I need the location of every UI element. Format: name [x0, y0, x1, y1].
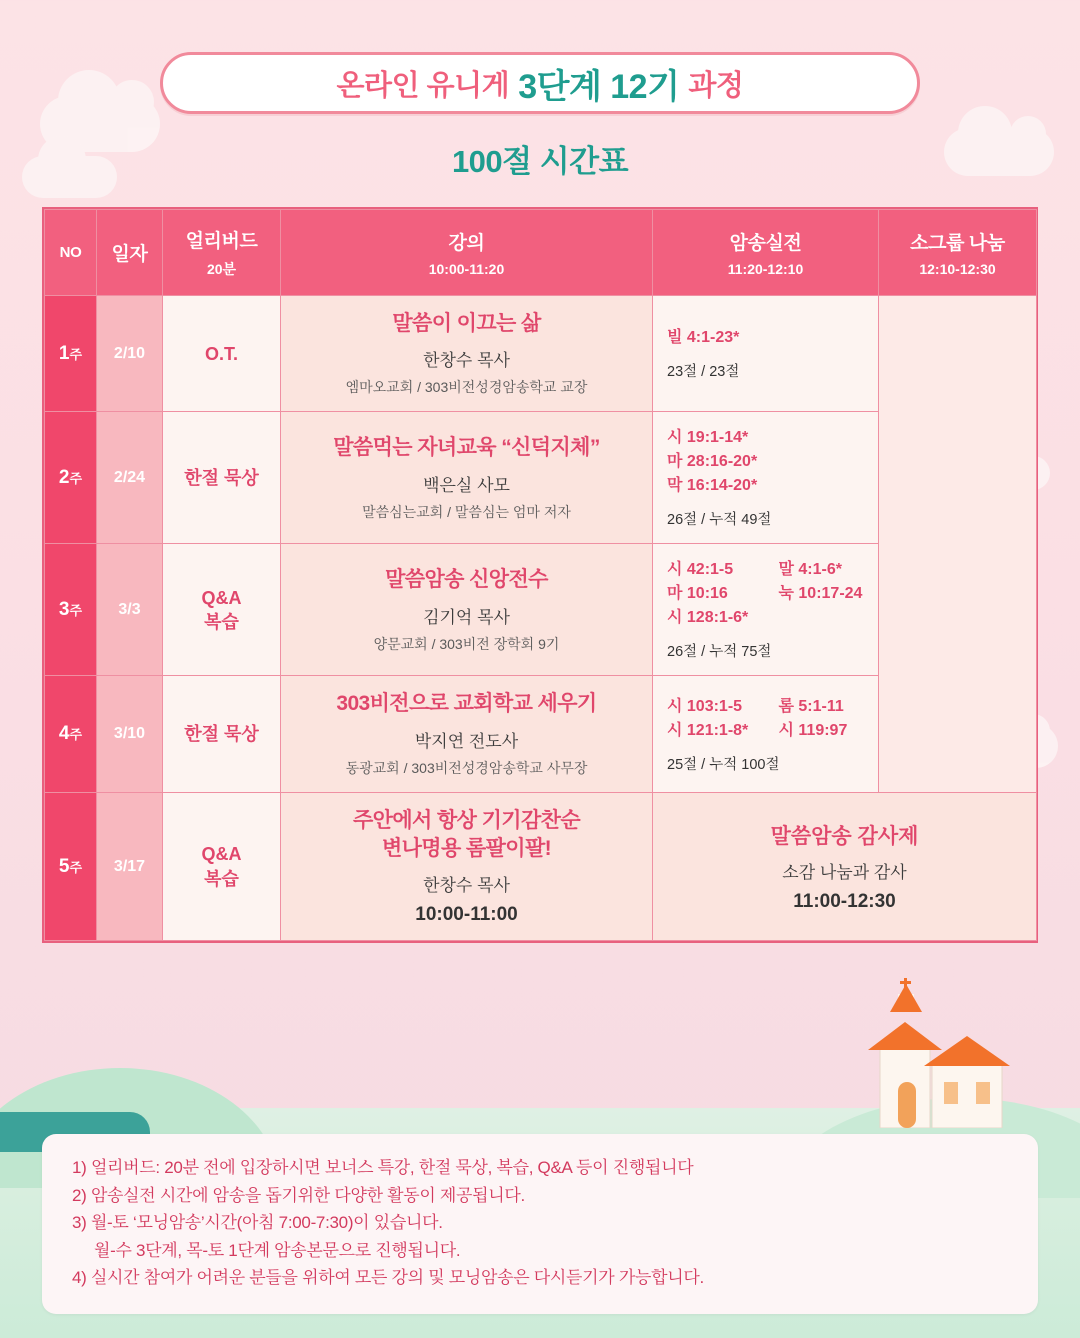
table-body	[45, 296, 1037, 941]
cell-earlybird: Q&A 복습	[163, 544, 281, 676]
lecture-title: 말씀이 이끄는 삶	[392, 312, 541, 335]
cell-lecture	[281, 676, 653, 792]
practice-passage: 시 103:1-5	[667, 697, 743, 715]
practice-passage: 마 28:16-20*	[667, 453, 758, 471]
lecture-speaker: 박지연 전도사	[414, 731, 519, 751]
schedule-table	[44, 209, 1037, 941]
practice-total: 23절 / 23절	[667, 364, 740, 381]
practice-total: 26절 / 누적 75절	[667, 644, 772, 661]
lecture-title: 말씀암송 신앙전수	[385, 568, 548, 592]
banner-suffix: 과정	[688, 69, 744, 102]
practice-passage: 시 19:1-14*	[667, 429, 749, 447]
cell-date: 3/10	[97, 676, 163, 792]
practice-passage: 시 128:1-6*	[667, 609, 749, 627]
column-header-date: 일자	[97, 210, 163, 296]
practice-passage: 시 121:1-8*	[667, 721, 749, 739]
practice-passage: 마 10:16	[667, 585, 728, 603]
lecture-title: 주안에서 항상 기기감찬순 변나명용 롬팔이팔!	[352, 808, 580, 861]
lecture-title: 말씀먹는 자녀교육 “신덕지체”	[333, 436, 600, 460]
practice-passage: 막 16:14-20*	[667, 477, 758, 495]
celebration-time: 11:00-12:30	[793, 891, 896, 913]
column-header-earlybird: 얼리버드 20분	[163, 210, 281, 296]
lecture-speaker: 한창수 목사	[423, 351, 510, 371]
practice-total: 25절 / 누적 100절	[667, 756, 780, 773]
cell-week-no: 3주	[45, 544, 97, 676]
practice-passage: 눅 10:17-24	[778, 585, 863, 603]
practice-passage: 롬 5:1-11	[778, 697, 844, 715]
cell-practice	[653, 544, 879, 676]
column-header-lecture: 강의 10:00-11:20	[281, 210, 653, 296]
note-line: 월-수 3단계, 목-토 1단계 암송본문으로 진행됩니다.	[94, 1240, 461, 1260]
banner-prefix: 온라인 유니게	[336, 69, 510, 102]
cell-lecture	[281, 412, 653, 544]
practice-passage: 빌 4:1-23*	[667, 329, 740, 347]
cell-week-no: 1주	[45, 296, 97, 412]
page-subtitle: 100절 시간표	[451, 144, 629, 179]
lecture-title: 303비전으로 교회학교 세우기	[336, 692, 597, 716]
table-row	[45, 296, 1037, 412]
practice-passage: 말 4:1-6*	[778, 561, 842, 579]
church-illustration	[820, 978, 1020, 1128]
celebration-title: 말씀암송 감사제	[770, 825, 919, 849]
cell-date: 2/24	[97, 412, 163, 544]
column-header-smallgroup: 소그룹 나눔 12:10-12:30	[879, 210, 1037, 296]
cloud-icon	[944, 128, 1054, 176]
notes-list	[72, 1154, 1012, 1292]
cloud-icon	[22, 156, 117, 198]
table-header-row	[45, 210, 1037, 296]
notes-panel	[42, 1134, 1038, 1314]
banner-accent: 3단계 12기	[518, 67, 680, 106]
cell-earlybird: 한절 묵상	[163, 412, 281, 544]
cell-week-no: 2주	[45, 412, 97, 544]
cell-week-no: 5주	[45, 792, 97, 941]
cell-date: 2/10	[97, 296, 163, 412]
lecture-time: 10:00-11:00	[415, 904, 518, 926]
cell-week-no: 4주	[45, 676, 97, 792]
cell-celebration	[653, 792, 1037, 941]
table-row-final	[45, 792, 1037, 941]
celebration-subtitle: 소감 나눔과 감사	[782, 863, 907, 883]
cell-earlybird: 한절 묵상	[163, 676, 281, 792]
cell-smallgroup	[879, 296, 1037, 793]
cell-practice	[653, 296, 879, 412]
note-line: 3) 월-토 ‘모닝암송’시간(아침 7:00-7:30)이 있습니다.	[72, 1213, 443, 1233]
note-line: 2) 암송실전 시간에 암송을 돕기위한 다양한 활동이 제공됩니다.	[72, 1185, 525, 1205]
schedule-table-wrapper	[42, 207, 1038, 943]
cell-practice	[653, 676, 879, 792]
note-line: 1) 얼리버드: 20분 전에 입장하시면 보너스 특강, 한절 묵상, 복습, Q&A 등이 진행됩니다	[72, 1158, 694, 1178]
column-header-no: NO	[45, 210, 97, 296]
lecture-affiliation: 동광교회 / 303비전성경암송학교 사무장	[345, 759, 588, 776]
lecture-affiliation: 양문교회 / 303비전 장학회 9기	[373, 635, 560, 652]
cell-date: 3/3	[97, 544, 163, 676]
lecture-speaker: 김기억 목사	[423, 607, 510, 627]
page-title-banner	[160, 52, 920, 114]
cell-lecture	[281, 792, 653, 941]
cell-earlybird: O.T.	[163, 296, 281, 412]
lecture-affiliation: 말씀심는교회 / 말씀심는 엄마 저자	[362, 503, 571, 520]
cell-lecture	[281, 544, 653, 676]
lecture-speaker: 백은실 사모	[423, 475, 510, 495]
lecture-affiliation: 엠마오교회 / 303비전성경암송학교 교장	[345, 379, 588, 396]
cell-earlybird: Q&A 복습	[163, 792, 281, 941]
note-line: 4) 실시간 참여가 어려운 분들을 위하여 모든 강의 및 모닝암송은 다시듣기가 가능합니다.	[72, 1268, 704, 1288]
practice-total: 26절 / 누적 49절	[667, 512, 772, 529]
column-header-practice: 암송실전 11:20-12:10	[653, 210, 879, 296]
cell-lecture	[281, 296, 653, 412]
cell-practice	[653, 412, 879, 544]
cell-date: 3/17	[97, 792, 163, 941]
lecture-speaker: 한창수 목사	[423, 876, 510, 896]
practice-passage: 시 119:97	[778, 721, 848, 739]
practice-passage: 시 42:1-5	[667, 561, 734, 579]
